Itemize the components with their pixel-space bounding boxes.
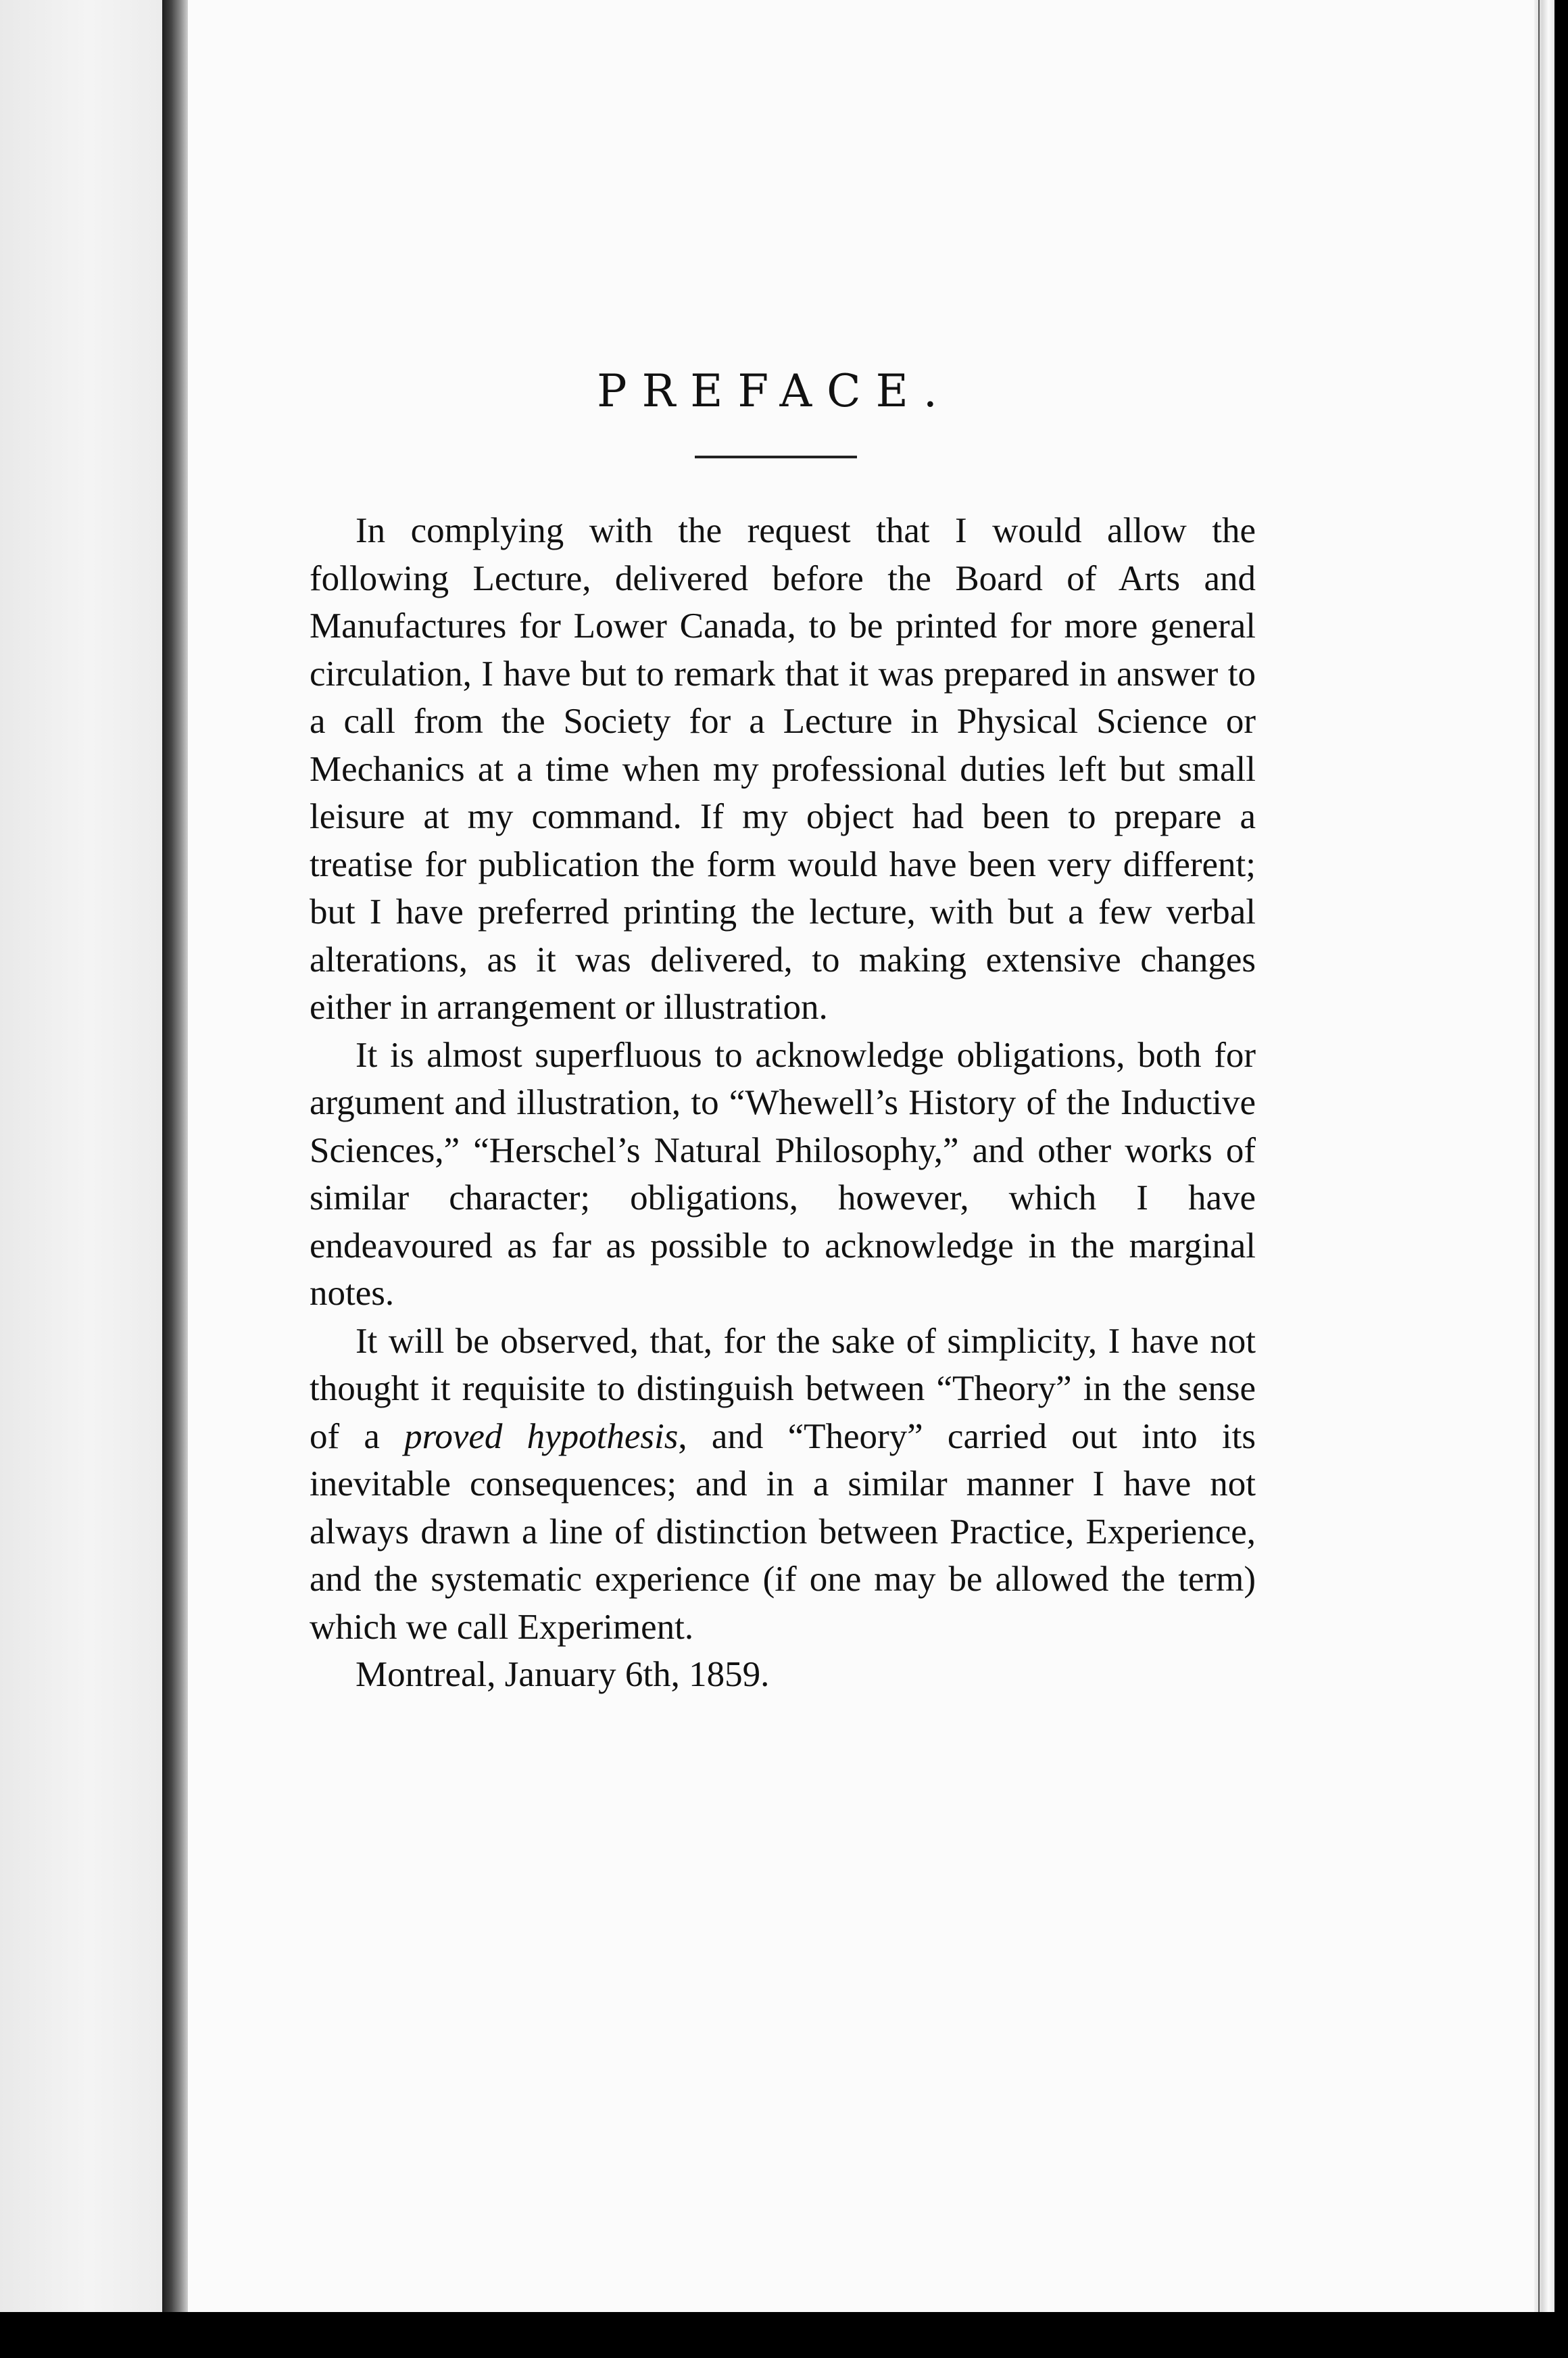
bottom-border [0, 2312, 1568, 2358]
page-right-border [1538, 0, 1540, 2312]
page-right-edge [1534, 0, 1554, 2312]
paragraph-2: It is almost superfluous to acknowledge obligations, both for argument and illustration, to “Whewell’s History of the Inductive Sciences,” “Herschel’s Natural Philosophy,” and other works of similar character; obligations, however, which I have endeavoured as far as possible to acknowledge in the marginal notes. [310, 1035, 1256, 1313]
page-title: PREFACE. [597, 365, 952, 417]
paragraph-3-part-2: , and “Theory” carried out into its inevitable consequences; and in a similar manner I have not always drawn a line of distinction between Practice, Experience, and the systematic experience (if one may be allowed the term) which we call Experiment. [310, 1416, 1256, 1647]
gutter-shadow [162, 0, 188, 2312]
facing-page-edge [0, 0, 162, 2312]
title-rule [695, 456, 857, 458]
paragraph-3 [310, 1318, 1256, 1652]
paragraph-3-part-1: It will be observed, that, for the sake of simplicity, I have not thought it requisite to distinguish between “Theory” in the sense of a [310, 1321, 1256, 1456]
preface-body [310, 507, 1256, 1699]
paragraph-1: In complying with the request that I would allow the following Lecture, delivered before the Board of Arts and Manufactures for Lower Canada, to be printed for more general circulation, I have but to remark that it was prepared in answer to a call from the Society for a Lecture in Physical Science or Mechanics at a time when my professional duties left but small leisure at my command. If my object had been to prepare a treatise for publication the form would have been very different; but I have preferred printing the lecture, with but a few verbal alterations, as it was delivered, to making extensive changes either in arrangement or illustration. [310, 511, 1256, 1027]
paragraph-3-italic-phrase: proved hypothesis [404, 1416, 679, 1456]
dateline: Montreal, January 6th, 1859. [356, 1655, 770, 1694]
